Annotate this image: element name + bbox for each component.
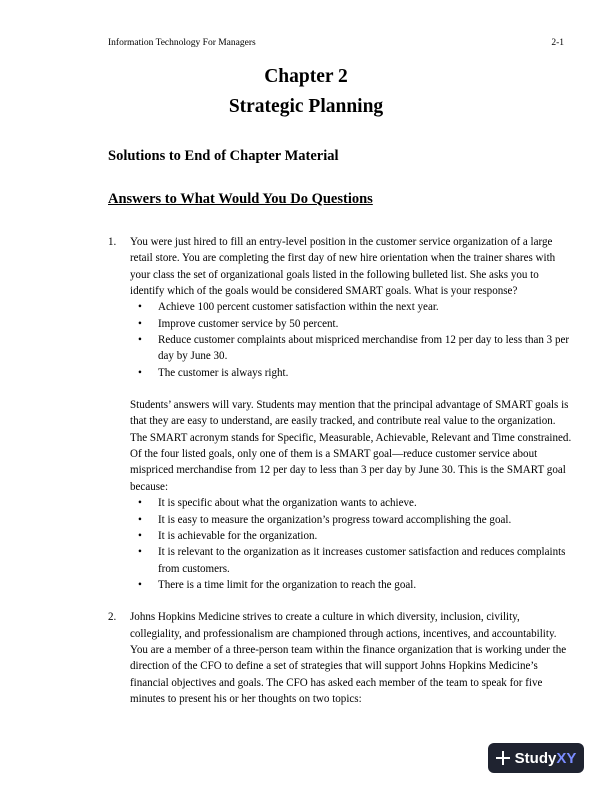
badge-label: StudyXY: [514, 749, 577, 767]
bullet-icon: •: [138, 366, 142, 379]
bullet-icon: •: [138, 301, 142, 314]
list-item: • Improve customer service by 50 percent.: [158, 316, 572, 332]
document-body: [108, 234, 572, 707]
list-item: • The customer is always right.: [158, 365, 572, 381]
running-header: [108, 38, 564, 50]
list-item: • It is relevant to the organization as it increases customer satisfaction and reduces complaints from customers.: [138, 546, 566, 575]
bullet-icon: •: [138, 497, 142, 510]
goal-list: [130, 299, 572, 381]
question-number: 1.: [108, 236, 117, 248]
subsection-title: Answers to What Would You Do Questions: [108, 191, 373, 207]
bullet-icon: •: [138, 317, 142, 330]
header-page-number: 2-1: [551, 38, 564, 48]
question-2: [108, 609, 572, 707]
list-item: • Reduce customer complaints about mispriced merchandise from 12 per day to less than 3 per day by June 30.: [138, 334, 570, 363]
list-item: • There is a time limit for the organization to reach the goal.: [158, 577, 572, 593]
answer-text: Students’ answers will vary. Students may mention that the principal advantage of SMART goals is that they are easy to understand, are easily tracked, and contribute real value to the organization. The SMART acronym stands for Specific, Measurable, Achievable, Relevant and Time constrained. Of the four listed goals, only one of them is a SMART goal—reduce customer service about mispriced merchandise from 12 per day to less than 3 per day by June 30. This is the SMART goal because:: [130, 399, 572, 493]
section-title: Solutions to End of Chapter Material: [108, 148, 339, 164]
question-1: [108, 234, 572, 593]
studyxy-badge[interactable]: [488, 743, 584, 773]
question-number: 2.: [108, 611, 117, 624]
bullet-icon: •: [138, 334, 142, 347]
list-item: • It is easy to measure the organization’s progress toward accomplishing the goal.: [158, 512, 572, 528]
bullet-icon: •: [138, 529, 142, 542]
bullet-icon: •: [138, 546, 142, 559]
list-item: • Achieve 100 percent customer satisfaction within the next year.: [158, 299, 572, 315]
question-text: Johns Hopkins Medicine strives to create a culture in which diversity, inclusion, civility, collegiality, and professionalism are championed through actions, incentives, and accountability. You are a member of a three-person team within the finance organization that is working under the direction of the CFO to define a set of strategies that will support Johns Hopkins Medicine’s financial objectives and goals. The CFO has asked each member of the team to speak for five minutes to present his or her thoughts on two topics:: [130, 611, 567, 705]
bullet-icon: •: [138, 578, 142, 591]
chapter-title: Strategic Planning: [228, 96, 384, 117]
plus-icon: [496, 751, 510, 765]
list-item: • It is achievable for the organization.: [158, 528, 572, 544]
reason-list: [130, 495, 572, 593]
chapter-heading: [108, 62, 504, 122]
chapter-number: Chapter 2: [264, 66, 348, 87]
question-text: You were just hired to fill an entry-level position in the customer service organization of a large retail store. You are completing the first day of new hire orientation when the trainer shares with your class the set of organizational goals listed in the following bulleted list. She asks you to identify which of the goals would be considered SMART goals. What is your response?: [130, 236, 556, 298]
header-book-title: Information Technology For Managers: [108, 38, 256, 48]
bullet-icon: •: [138, 513, 142, 526]
list-item: • It is specific about what the organization wants to achieve.: [158, 495, 572, 511]
